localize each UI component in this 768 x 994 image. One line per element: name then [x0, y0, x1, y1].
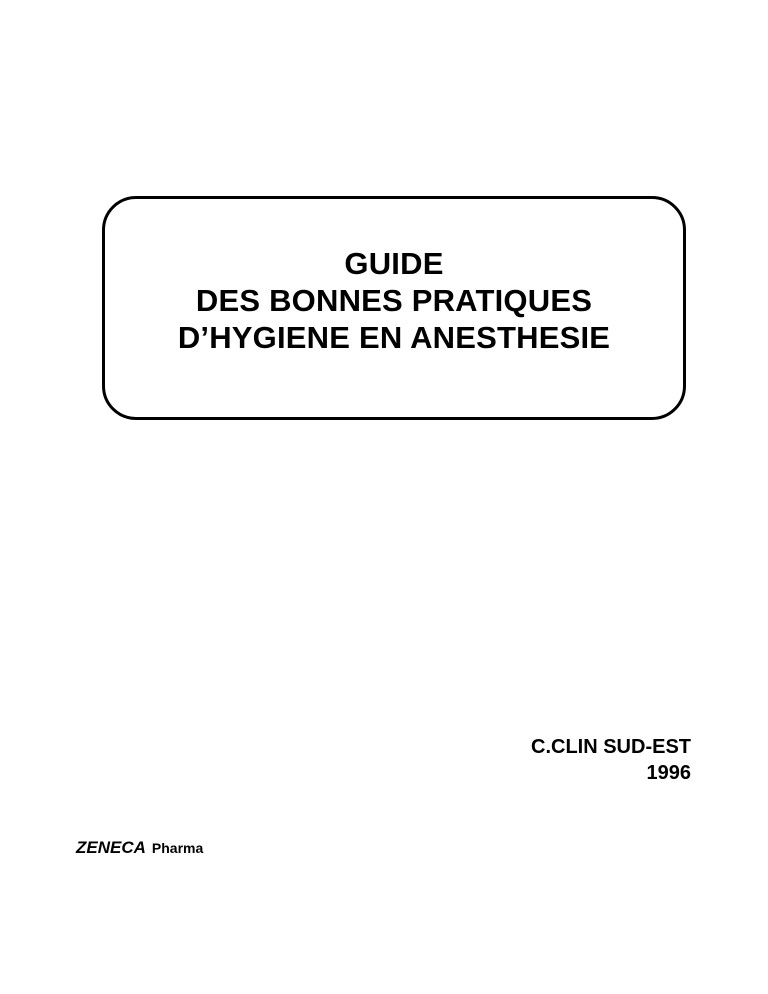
- author-name: C.CLIN SUD-EST: [531, 736, 691, 758]
- author-block: [531, 734, 691, 786]
- title-line-2: DES BONNES PRATIQUES: [195, 283, 593, 318]
- publication-year: 1996: [646, 762, 691, 784]
- title-frame: [102, 196, 686, 420]
- document-title: [105, 245, 683, 356]
- title-line-1: GUIDE: [344, 246, 444, 281]
- title-line-3: D’HYGIENE EN ANESTHESIE: [177, 320, 611, 355]
- publisher-brand: ZENECA: [76, 838, 146, 857]
- publisher-logo: [76, 838, 203, 858]
- publisher-division: Pharma: [151, 840, 204, 856]
